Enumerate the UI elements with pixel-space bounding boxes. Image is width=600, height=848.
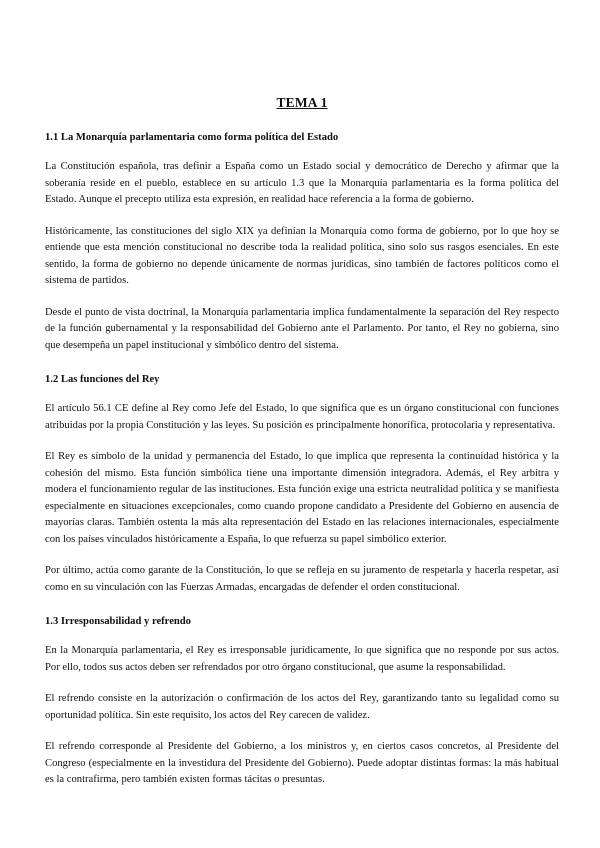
paragraph: El refrendo consiste en la autorización o confirmación de los actos del Rey, garantizando tanto su legalidad como su oportunidad política. Sin este requisito, los actos del Rey carecen de validez.	[45, 693, 559, 721]
section-heading: 1.2 Las funciones del Rey	[45, 374, 160, 385]
paragraph: Por último, actúa como garante de la Constitución, lo que se refleja en su juramento de respetarla y hacerla respetar, así como en su vinculación con las Fuerzas Armadas, encargadas de defender el orden constitucional.	[45, 565, 559, 593]
section-2	[45, 373, 559, 596]
paragraph: Desde el punto de vista doctrinal, la Monarquía parlamentaria implica fundamentalmente la separación del Rey respecto de la función gubernamental y la responsabilidad del Gobierno ante el Parlamento. Por tanto, el Rey no gobierna, sino que desempeña un papel institucional y simbólico dentro del sistema.	[45, 306, 559, 351]
section-3	[45, 615, 559, 789]
document-body	[45, 95, 559, 804]
paragraph: Históricamente, las constituciones del siglo XIX ya definían la Monarquía como forma de gobierno, por lo que hoy se entiende que esta mención constitucional no describe toda la realidad política, sino solo sus rasgos esenciales. En este sentido, la forma de gobierno no depende únicamente de normas jurídicas, sino también de factores políticos como el sistema de partidos.	[45, 225, 559, 286]
document-title: TEMA 1	[276, 95, 328, 110]
paragraph: El Rey es símbolo de la unidad y permanencia del Estado, lo que implica que representa la continuidad histórica y la cohesión del mismo. Esta función simbólica tiene una importante dimensión integradora. Además, el Rey arbitra y modera el funcionamiento regular de las instituciones. Esta función exige una estricta neutralidad política y se manifiesta especialmente en situaciones excepcionales, como cuando propone candidato a Presidente del Gobierno en ausencia de mayorías claras. También ostenta la más alta representación del Estado en las relaciones internacionales, especialmente con los países vinculados históricamente a España, lo que refuerza su papel simbólico exterior.	[45, 451, 559, 545]
section-heading: 1.1 La Monarquía parlamentaria como forma política del Estado	[45, 132, 339, 143]
paragraph: El refrendo corresponde al Presidente del Gobierno, a los ministros y, en ciertos casos concretos, al Presidente del Congreso (especialmente en la investidura del Presidente del Gobierno). Puede adoptar distintas formas: la más habitual es la contrafirma, pero también existen formas tácitas o presuntas.	[45, 741, 559, 785]
paragraph: En la Monarquía parlamentaria, el Rey es irresponsable jurídicamente, lo que significa que no responde por sus actos. Por ello, todos sus actos deben ser refrendados por otro órgano constitucional, que asume la responsabilidad.	[45, 645, 559, 673]
section-1	[45, 131, 559, 354]
section-heading: 1.3 Irresponsabilidad y refrendo	[45, 616, 191, 627]
paragraph: El artículo 56.1 CE define al Rey como Jefe del Estado, lo que significa que es un órgano constitucional con funciones atribuidas por la propia Constitución y las leyes. Su posición es principalmente honorífica, protocolaria y representativa.	[45, 403, 559, 431]
paragraph: La Constitución española, tras definir a España como un Estado social y democrático de Derecho y afirmar que la soberanía reside en el pueblo, establece en su artículo 1.3 que la Monarquía parlamentaria es la forma política del Estado. Aunque el precepto utiliza esta expresión, en realidad hace referencia a la forma de gobierno.	[45, 161, 559, 205]
